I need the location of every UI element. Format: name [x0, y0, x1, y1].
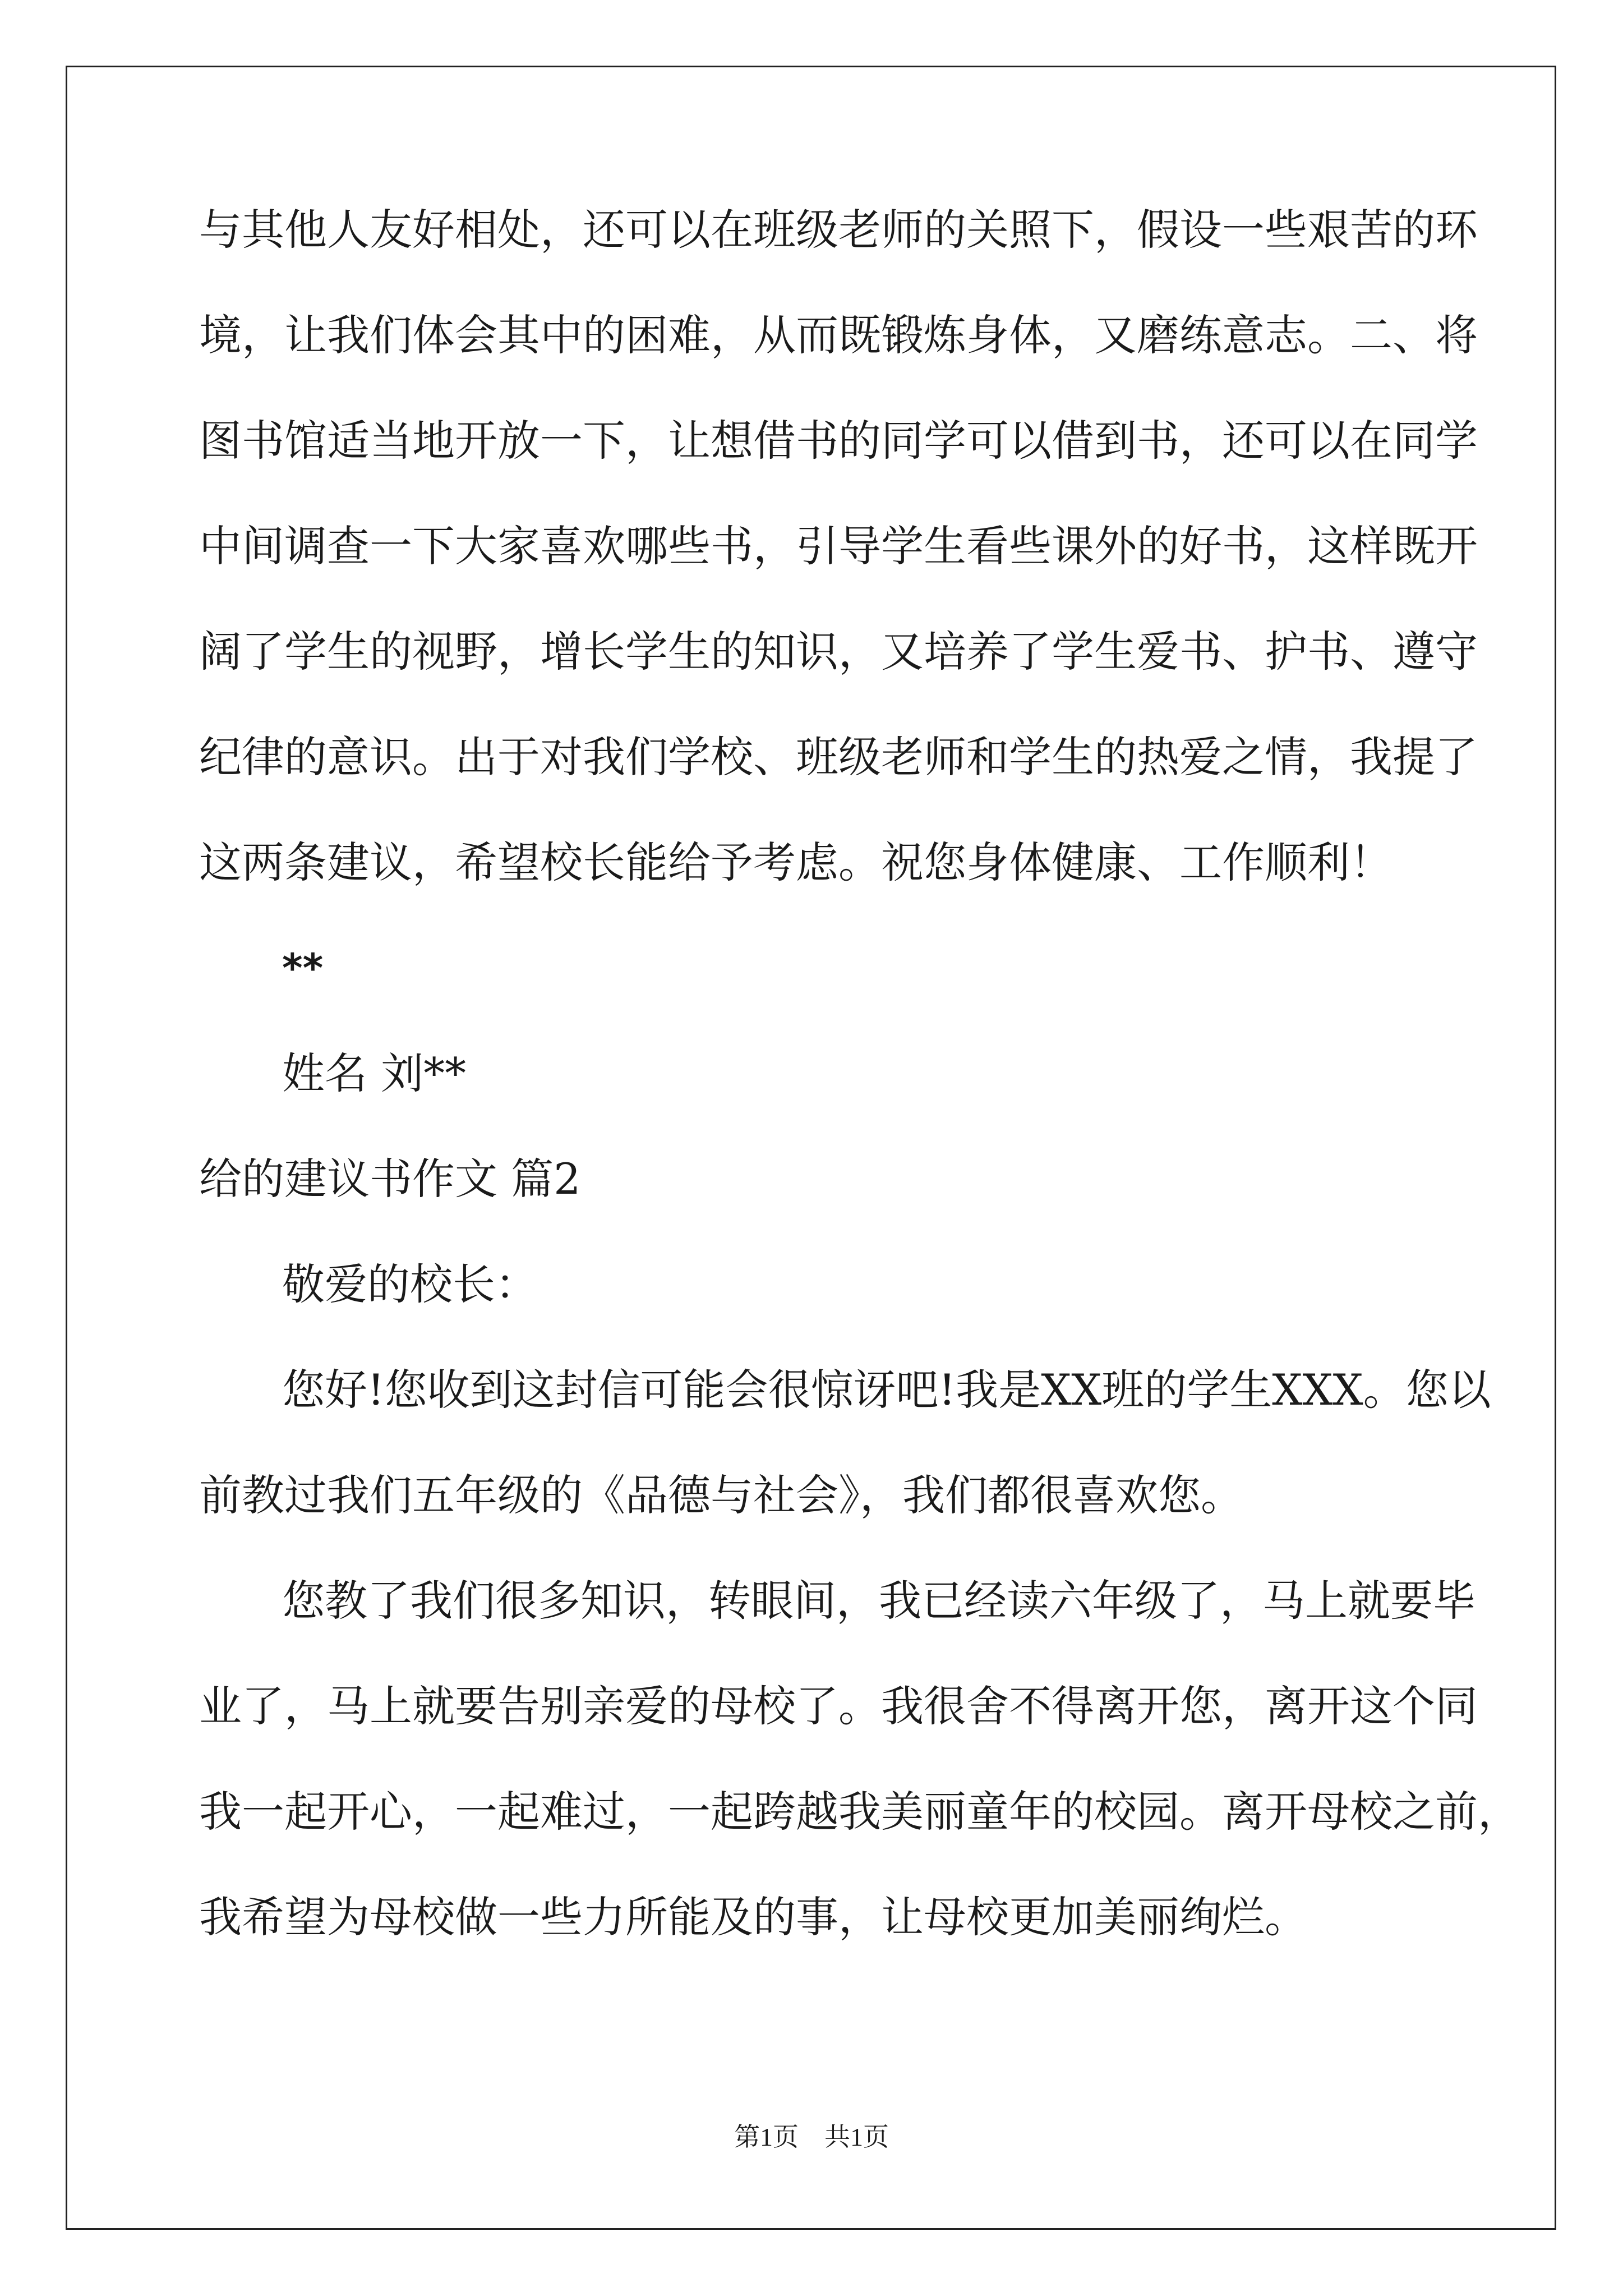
page-number: 第1页 共1页	[734, 2123, 889, 2151]
paragraph-line: 业了，马上就要告别亲爱的母校了。我很舍不得离开您，离开这个同	[199, 1681, 1478, 1731]
paragraph-line: 阔了学生的视野，增长学生的知识，又培养了学生爱书、护书、遵守	[199, 627, 1478, 677]
paragraph-line: 前教过我们五年级的《品德与社会》，我们都很喜欢您。	[199, 1470, 1243, 1520]
paragraph-line: 纪律的意识。出于对我们学校、班级老师和学生的热爱之情，我提了	[199, 732, 1478, 782]
paragraph-line: 与其他人友好相处，还可以在班级老师的关照下，假设一些艰苦的环	[199, 205, 1478, 255]
name-line: 姓名 刘**	[282, 1048, 467, 1098]
paragraph-line: 我一起开心，一起难过，一起跨越我美丽童年的校园。离开母校之前，	[199, 1787, 1520, 1837]
paragraph-line: 这两条建议，希望校长能给予考虑。祝您身体健康、工作顺利！	[199, 838, 1393, 887]
paragraph-line: 我希望为母校做一些力所能及的事，让母校更加美丽绚烂。	[199, 1892, 1307, 1942]
signoff: **	[282, 945, 324, 991]
paragraph-line: 您好!您收到这封信可能会很惊讶吧!我是XX班的学生XXX。您以	[282, 1365, 1491, 1415]
salutation: 敬爱的校长：	[282, 1259, 538, 1309]
paragraph-line: 图书馆适当地开放一下，让想借书的同学可以借到书，还可以在同学	[199, 416, 1478, 466]
section-title: 给的建议书作文 篇2	[199, 1154, 581, 1204]
paragraph-line: 中间调查一下大家喜欢哪些书，引导学生看些课外的好书，这样既开	[199, 521, 1478, 571]
paragraph-line: 境，让我们体会其中的困难，从而既锻炼身体，又磨练意志。二、将	[199, 310, 1478, 360]
paragraph-line: 您教了我们很多知识，转眼间，我已经读六年级了，马上就要毕	[282, 1576, 1476, 1626]
